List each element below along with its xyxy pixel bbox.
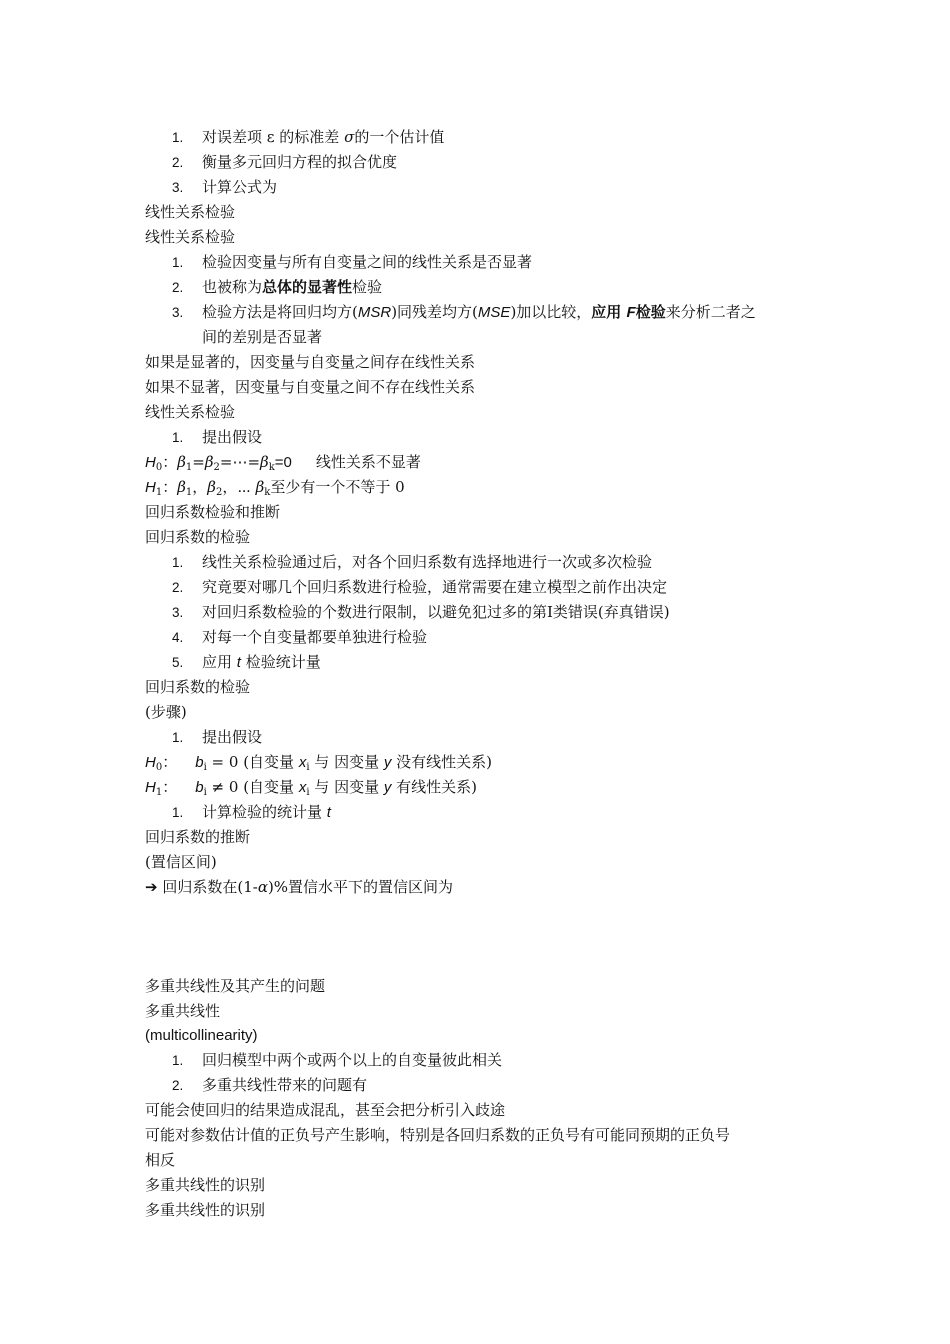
section-heading: 多重共线性及其产生的问题 (145, 977, 326, 995)
paragraph: 可能会使回归的结果造成混乱，甚至会把分析引入歧途 (145, 1101, 506, 1119)
list-number: 2. (172, 280, 184, 295)
list-number: 1. (172, 555, 184, 570)
section-heading: 多重共线性的识别 (145, 1176, 266, 1194)
paragraph: ➔ 回归系数在(1-α)%置信水平下的置信区间为 (145, 878, 454, 896)
list-number: 1. (172, 805, 184, 820)
paragraph: 如果不显著，因变量与自变量之间不存在线性关系 (145, 378, 476, 396)
section-heading: 线性关系检验 (145, 228, 236, 246)
paragraph: (multicollinearity) (145, 1027, 258, 1044)
list-number: 2. (172, 155, 184, 170)
bold-term: 总体的显著性 (262, 278, 353, 296)
paragraph: 如果是显著的，因变量与自变量之间存在线性关系 (145, 353, 476, 371)
list-item: 4. 对每一个自变量都要单独进行检验 (172, 628, 428, 646)
list-number: 4. (172, 630, 184, 645)
list-item: 2. 究竟要对哪几个回归系数进行检验，通常需要在建立模型之前作出决定 (172, 578, 668, 596)
paragraph: 相反 (145, 1151, 176, 1169)
list-number: 2. (172, 1078, 184, 1093)
list-item: 3. 对回归系数检验的个数进行限制，以避免犯过多的第Ⅰ类错误(弃真错误) (172, 603, 670, 621)
list-item: 1. 计算检验的统计量 t (172, 803, 331, 821)
section-heading: 回归系数检验和推断 (145, 503, 281, 521)
list-number: 1. (172, 255, 184, 270)
section-heading: 回归系数的检验 (145, 528, 251, 546)
section-heading: 多重共线性 (145, 1002, 221, 1020)
hypothesis-h0: $H_0$：$\beta_1=\beta_2=\cdots=\beta_k=0$ 线性关系不显著 (145, 453, 421, 473)
list-number: 1. (172, 430, 184, 445)
section-heading: 回归系数的推断 (145, 828, 251, 846)
paragraph: (步骤) (145, 703, 187, 721)
section-heading: 多重共线性的识别 (145, 1201, 266, 1219)
list-number: 1. (172, 730, 184, 745)
list-item: 1. 提出假设 (172, 428, 263, 446)
list-number: 5. (172, 655, 184, 670)
section-heading: 线性关系检验 (145, 403, 236, 421)
list-item: 2. 衡量多元回归方程的拟合优度 (172, 153, 398, 171)
hypothesis-h1: $H_1$：$\beta_1$，$\beta_2$，⋯ $\beta_k$至少有一个不等于 0 (145, 478, 405, 498)
list-item: 3. 检验方法是将回归均方(MSR)同残差均方(MSE)加以比较，应用 F检验来分析二者之 (172, 303, 756, 321)
list-number: 3. (172, 180, 184, 195)
list-number: 1. (172, 130, 184, 145)
list-number: 3. (172, 305, 184, 320)
list-item-continuation: 间的差别是否显著 (202, 328, 323, 346)
list-item: 1. 检验因变量与所有自变量之间的线性关系是否显著 (172, 253, 533, 271)
hypothesis-h1: $H_1$： $b_i \ne 0$ (自变量 $x_i$ 与 因变量 y 有线性关系) (145, 778, 477, 798)
section-heading: 回归系数的检验 (145, 678, 251, 696)
list-item: 1. 回归模型中两个或两个以上的自变量彼此相关 (172, 1051, 503, 1069)
list-item: 2. 也被称为总体的显著性检验 (172, 278, 383, 296)
hypothesis-h0: $H_0$： $b_i = 0$ (自变量 $x_i$ 与 因变量 y 没有线性关系) (145, 753, 492, 773)
paragraph: (置信区间) (145, 853, 217, 871)
section-heading: 线性关系检验 (145, 203, 236, 221)
list-item: 1. 线性关系检验通过后，对各个回归系数有选择地进行一次或多次检验 (172, 553, 653, 571)
arrow-icon: ➔ (145, 878, 158, 896)
list-item: 5. 应用 t 检验统计量 (172, 653, 321, 671)
list-number: 1. (172, 1053, 184, 1068)
paragraph: 可能对参数估计值的正负号产生影响，特别是各回归系数的正负号有可能同预期的正负号 (145, 1126, 731, 1144)
list-number: 3. (172, 605, 184, 620)
list-number: 2. (172, 580, 184, 595)
list-item: 1. 对误差项 ε 的标准差 σ的一个估计值 (172, 128, 445, 146)
list-item: 1. 提出假设 (172, 728, 263, 746)
list-item: 3. 计算公式为 (172, 178, 278, 196)
list-item: 2. 多重共线性带来的问题有 (172, 1076, 368, 1094)
sigma-symbol: σ (344, 128, 355, 146)
